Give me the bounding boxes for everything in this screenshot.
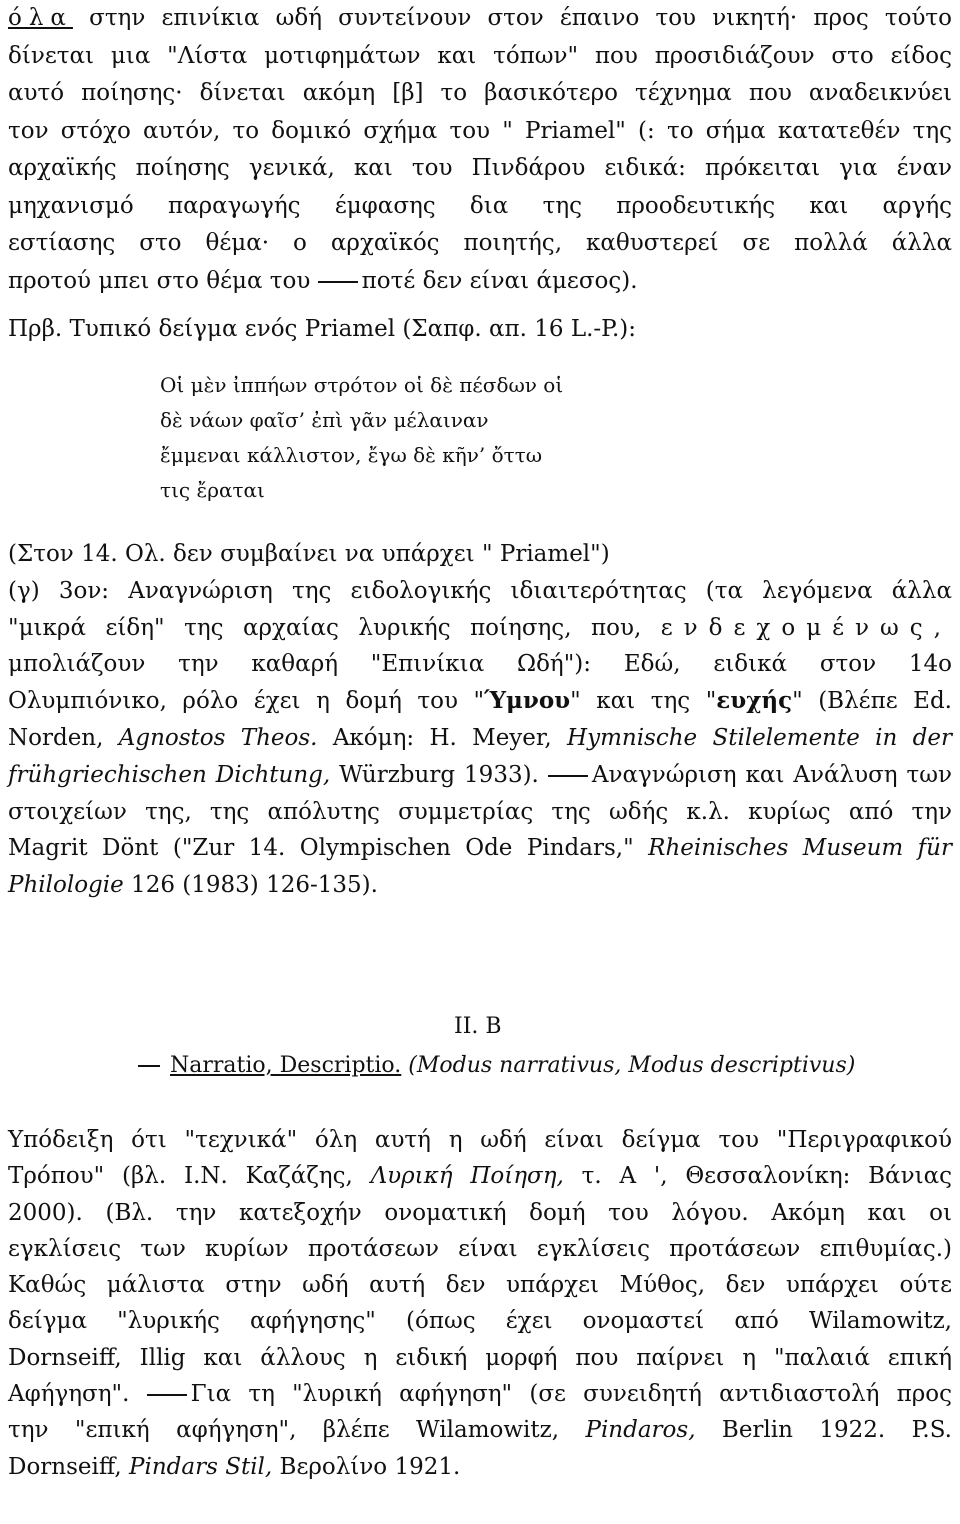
text-line: αρχαϊκής ποίησης γενικά, και του Πινδάρου ειδικά: πρόκειται για έναν	[8, 155, 952, 181]
text-segment: " (Βλέπε Ed.	[792, 688, 952, 715]
text-line: (γ) 3ον: Αναγνώριση της ειδολογικής ιδιαιτερότητας (τα λεγόμενα άλλα	[8, 577, 952, 604]
em-dash	[548, 775, 588, 777]
text-line	[8, 757, 952, 794]
text-line	[8, 1376, 952, 1412]
text-line: Καθώς μάλιστα στην ωδή αυτή δεν υπάρχει Μύθος, δεν υπάρχει ούτε	[8, 1272, 952, 1299]
quote-line: Οἱ μὲν ἰππήων στρότον οἱ δὲ πέσδων οἱ	[160, 373, 564, 397]
text-line	[8, 1158, 952, 1194]
italic-title: Philologie	[8, 872, 124, 899]
text-segment: Würzburg 1933).	[330, 761, 548, 788]
text-line	[8, 683, 952, 720]
text-segment: "μικρά είδη" της αρχαίας λυρικής ποίησης, που,	[8, 614, 661, 641]
text-line: εστίασης στο θέμα· ο αρχαϊκός ποιητής, καθυστερεί σε πολλά άλλα	[8, 230, 952, 256]
bold-term: Ύμνου	[484, 687, 571, 715]
text-line	[8, 867, 952, 904]
text-line	[8, 0, 952, 38]
em-dash	[138, 1065, 160, 1067]
text-segment: Βερολίνο 1921.	[272, 1453, 461, 1480]
text-line: δίνεται μια "Λίστα μοτιφημάτων και τόπων" που προσιδιάζουν στο είδος	[8, 42, 952, 69]
italic-title: Λυρική Ποίηση,	[370, 1163, 564, 1190]
text-line: τον στόχο αυτόν, το δομικό σχήμα του " Priamel" (: το σήμα κατατεθέν της	[8, 117, 952, 144]
text-line: μηχανισμό παραγωγής έμφασης δια της προοδευτικής και αργής	[8, 192, 952, 219]
text-segment: Magrit Dönt ("Zur 14. Olympischen Ode Pindars,"	[8, 835, 649, 862]
italic-title: Pindars Stil,	[129, 1453, 273, 1480]
text-line: Dornseiff, Illig και άλλους η ειδική μορφή που παίρνει η "παλαιά επική	[8, 1344, 952, 1371]
em-dash	[147, 1394, 187, 1396]
text-line	[8, 1449, 952, 1485]
text-segment: στην επινίκια ωδή συντείνουν στον έπαινο του νικητή· προς τούτο	[72, 5, 952, 31]
italic-title: Rheinisches Museum für	[648, 835, 952, 862]
text-line	[8, 263, 952, 301]
quote-line: ἔμμεναι κάλλιστον, ἔγω δὲ κῆν’ ὄττω	[160, 443, 543, 467]
quote-line: δὲ νάων φαῖσ’ ἐπὶ γᾶν μέλαιναν	[160, 408, 489, 432]
text-line: αυτό ποίησης· δίνεται ακόμη [β] το βασικότερο τέχνημα που αναδεικνύει	[8, 80, 952, 106]
paragraph-narratio	[8, 1122, 952, 1485]
text-line	[8, 830, 952, 867]
comparison-line: Πρβ. Τυπικό δείγμα ενός Priamel (Σαπφ. απ. 16 L.-P.):	[8, 316, 637, 342]
text-line: 2000). (Βλ. την κατεξοχήν ονοματική δομή του λόγου. Ακόμη και οι	[8, 1199, 952, 1226]
text-segment: Ολυμπιόνικο, ρόλο έχει η δομή του "	[8, 688, 485, 715]
bold-term: ευχής	[716, 687, 793, 715]
underlined-title: Narratio, Descriptio.	[170, 1052, 402, 1078]
text-segment: Dornseiff,	[8, 1453, 130, 1480]
text-line	[8, 610, 952, 647]
quote-line: τις ἔραται	[160, 478, 265, 502]
text-line	[8, 720, 952, 757]
text-segment: Norden,	[8, 724, 119, 751]
italic-title: Pindaros,	[585, 1417, 696, 1444]
section-subheading	[138, 1048, 952, 1084]
text-segment: την "επική αφήγηση", βλέπε Wilamowitz,	[8, 1417, 586, 1444]
text-segment: Ακόμη: H. Meyer,	[317, 724, 568, 751]
text-segment: προτού μπει στο θέμα του	[8, 267, 318, 294]
text-line	[8, 1412, 952, 1448]
emphasis-spaced-text: ενδεχομένως,	[660, 614, 952, 641]
italic-subtitle: (Modus narrativus, Modus descriptivus)	[408, 1052, 856, 1078]
text-segment: Τρόπου" (βλ. Ι.Ν. Καζάζης,	[8, 1163, 371, 1190]
text-segment: ποτέ δεν είναι άμεσος).	[361, 267, 638, 294]
text-line: εγκλίσεις των κυρίων προτάσεων είναι εγκλίσεις προτάσεων επιθυμίας.)	[8, 1235, 952, 1262]
italic-title: Agnostos Theos.	[118, 724, 318, 751]
italic-title: Hymnische Stilelemente in der	[567, 724, 952, 751]
italic-title: frühgriechischen Dichtung,	[8, 761, 331, 788]
text-segment: τ. Α ', Θεσσαλονίκη: Βάνιας	[563, 1163, 952, 1190]
text-line: μπολιάζουν την καθαρή "Επινίκια Ωδή"): Εδώ, ειδικά στον 14ο	[8, 651, 952, 678]
text-segment: Αφήγηση".	[8, 1381, 147, 1408]
text-segment: Αναγνώριση και Ανάλυση των	[591, 761, 953, 788]
text-line: (Στον 14. Ολ. δεν συμβαίνει να υπάρχει " Priamel")	[8, 541, 610, 567]
emphasis-spaced-text: όλα	[8, 5, 73, 31]
text-line: δείγμα "λυρικής αφήγησης" (όπως έχει ονομαστεί από Wilamowitz,	[8, 1308, 952, 1335]
paragraph-genre	[8, 536, 952, 904]
text-segment: Berlin 1922. P.S.	[695, 1417, 952, 1444]
text-line: στοιχείων της, της απόλυτης συμμετρίας της ωδής κ.λ. κυρίως από την	[8, 798, 952, 825]
section-heading: II. B	[454, 1013, 502, 1039]
text-segment: " και της "	[570, 688, 717, 715]
sappho-quote-block	[160, 368, 952, 508]
text-line: Υπόδειξη ότι "τεχνικά" όλη αυτή η ωδή είναι δείγμα του "Περιγραφικού	[8, 1126, 952, 1153]
text-segment: Για τη "λυρική αφήγηση" (σε συνειδητή αντιδιαστολή προς	[190, 1381, 952, 1408]
paragraph-priamel	[8, 0, 952, 300]
em-dash	[318, 281, 358, 283]
text-segment: 126 (1983) 126-135).	[123, 872, 378, 899]
